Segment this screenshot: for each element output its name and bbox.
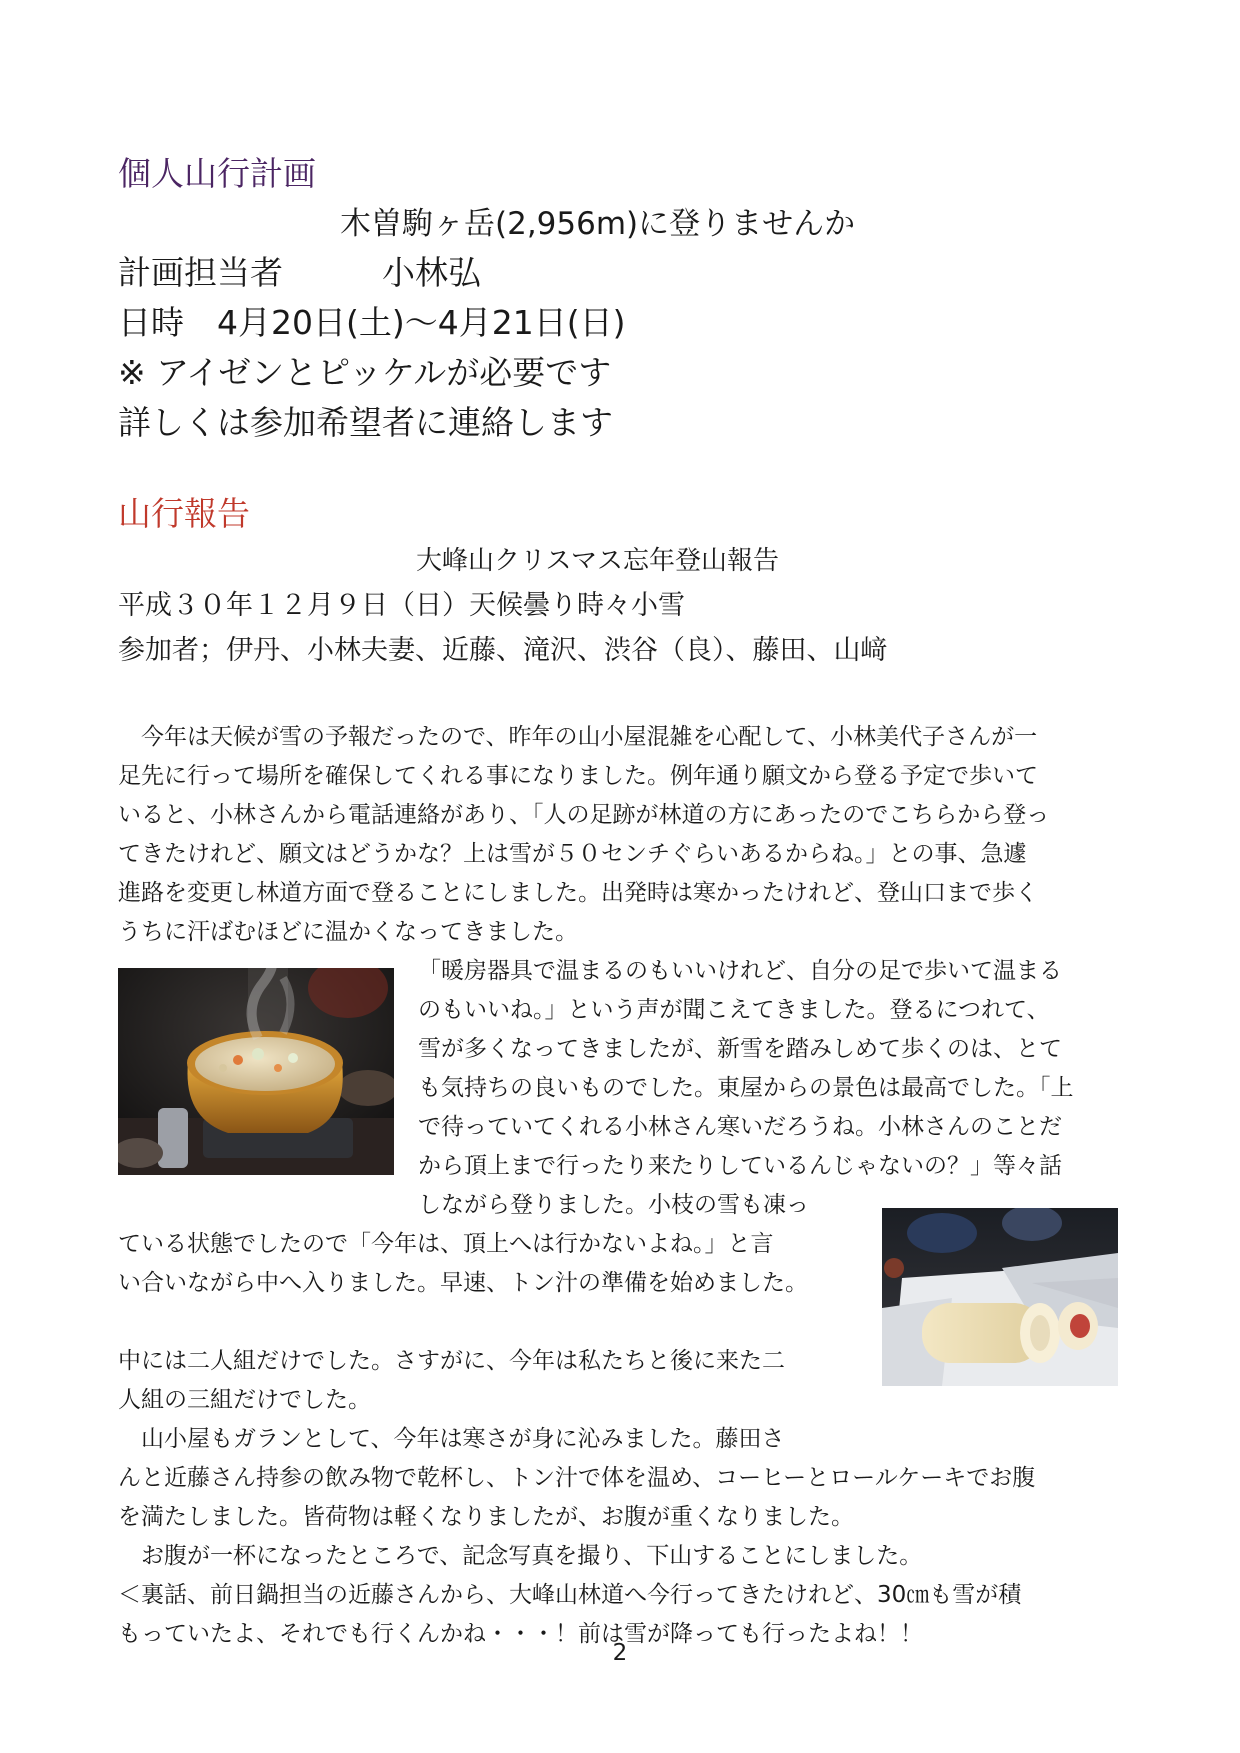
tonjiru-pot-photo	[118, 968, 394, 1175]
body-line: のもいいね。」という声が聞こえてきました。登るにつれて、	[418, 997, 1050, 1023]
body-line: 今年は天候が雪の予報だったので、昨年の山小屋混雑を心配して、小林美代子さんが一	[118, 724, 1038, 750]
body-line: ている状態でしたので「今年は、頂上へは行かないよね。」と言	[118, 1231, 774, 1257]
page-number: 2	[612, 1640, 628, 1666]
report-participants: 参加者；伊丹、小林夫妻、近藤、滝沢、渋谷（良）、藤田、山﨑	[118, 635, 888, 666]
report-heading: 山行報告	[118, 494, 250, 533]
body-line: で待っていてくれる小林さん寒いだろうね。小林さんのことだ	[418, 1114, 1062, 1140]
body-line: 山小屋もガランとして、今年は寒さが身に沁みました。藤田さ	[118, 1426, 785, 1452]
body-line: 「暖房器具で温まるのもいいけれど、自分の足で歩いて温まる	[418, 958, 1062, 984]
body-line: 足先に行って場所を確保してくれる事になりました。例年通り願文から登る予定で歩いて	[118, 763, 1038, 789]
body-line: ＜裏話、前日鍋担当の近藤さんから、大峰山林道へ今行ってきたけれど、30㎝も雪が積	[118, 1582, 1022, 1608]
plan-equipment-note: ※ アイゼンとピッケルが必要です	[118, 353, 612, 392]
plan-heading: 個人山行計画	[118, 154, 316, 193]
plan-contact-note: 詳しくは参加希望者に連絡します	[118, 403, 613, 442]
body-line: を満たしました。皆荷物は軽くなりましたが、お腹が重くなりました。	[118, 1504, 854, 1530]
report-title: 大峰山クリスマス忘年登山報告	[416, 546, 779, 576]
body-line: い合いながら中へ入りました。早速、トン汁の準備を始めました。	[118, 1270, 808, 1296]
body-line: 人組の三組だけでした。	[118, 1387, 371, 1413]
body-line: 雪が多くなってきましたが、新雪を踏みしめて歩くのは、とて	[418, 1036, 1062, 1062]
roll-cake-photo	[882, 1208, 1118, 1386]
plan-organizer: 計画担当者 小林弘	[118, 253, 481, 292]
body-line: 中には二人組だけでした。さすがに、今年は私たちと後に来た二	[118, 1348, 785, 1374]
report-date-weather: 平成３０年１２月９日（日）天候曇り時々小雪	[118, 590, 685, 621]
body-line: から頂上まで行ったり来たりしているんじゃないの？」等々話	[418, 1153, 1062, 1179]
body-line: もっていたよ、それでも行くんかね・・・！前は雪が降っても行ったよね！！	[118, 1621, 923, 1647]
body-line: も気持ちの良いものでした。東屋からの景色は最高でした。「上	[418, 1075, 1074, 1101]
body-line: てきたけれど、願文はどうかな？上は雪が５０センチぐらいあるからね。」との事、急遽	[118, 841, 1027, 867]
body-line: お腹が一杯になったところで、記念写真を撮り、下山することにしました。	[118, 1543, 923, 1569]
body-line: しながら登りました。小枝の雪も凍っ	[418, 1192, 809, 1218]
body-line: うちに汗ばむほどに温かくなってきました。	[118, 919, 578, 945]
body-line: いると、小林さんから電話連絡があり、「人の足跡が林道の方にあったのでこちらから登っ	[118, 802, 1050, 828]
body-line: 進路を変更し林道方面で登ることにしました。出発時は寒かったけれど、登山口まで歩く	[118, 880, 1038, 906]
plan-title: 木曽駒ヶ岳(2,956m)に登りませんか	[340, 206, 856, 242]
plan-date: 日時 4月20日(土)～4月21日(日)	[118, 303, 626, 342]
body-line: んと近藤さん持参の飲み物で乾杯し、トン汁で体を温め、コーヒーとロールケーキでお腹	[118, 1465, 1036, 1491]
